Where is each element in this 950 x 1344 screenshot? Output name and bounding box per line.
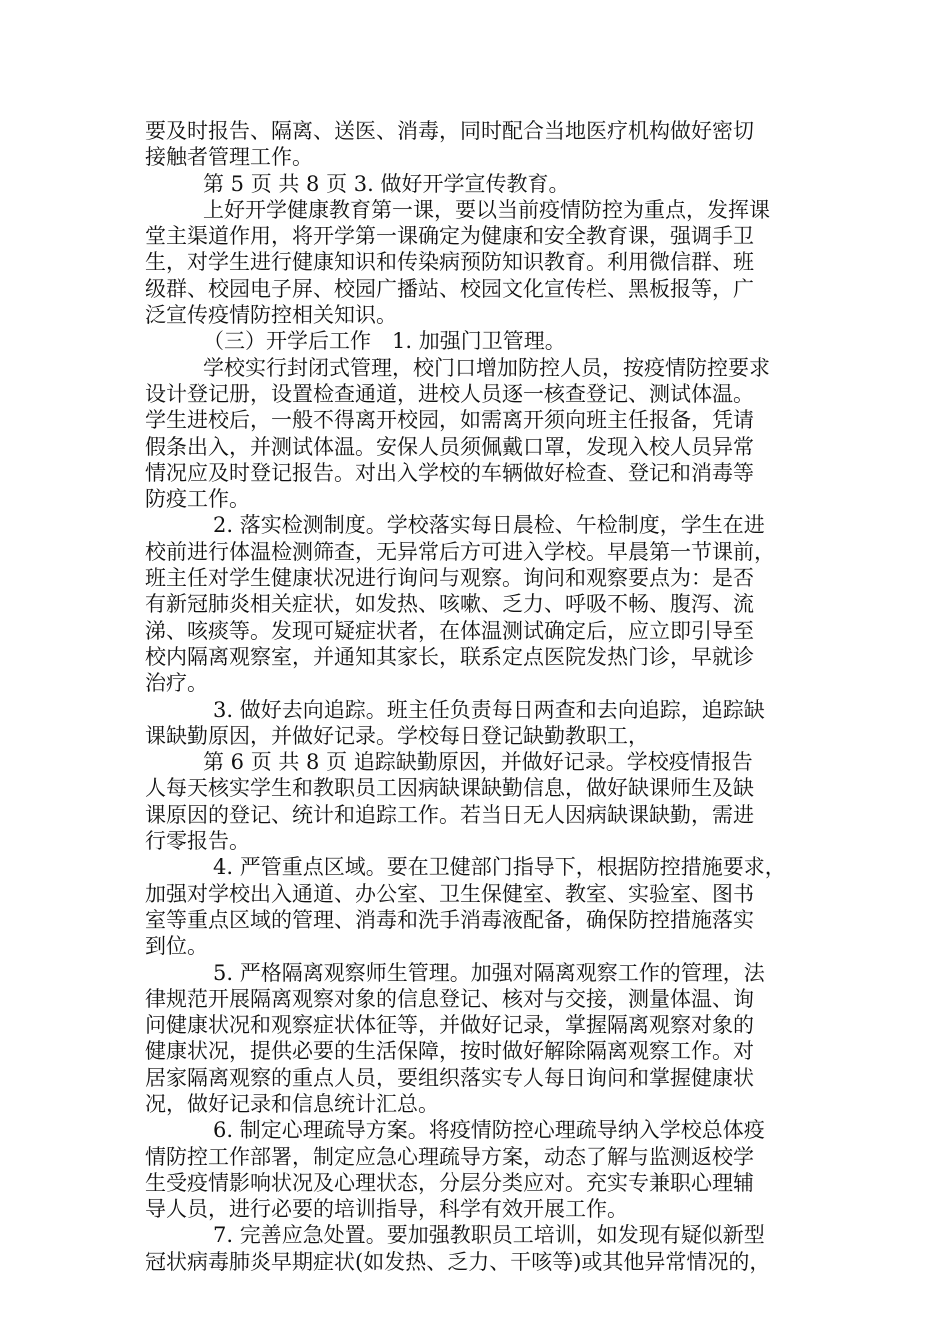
paragraph-start: 6. 制定心理疏导方案。将疫情防控心理疏导纳入学校总体疫 <box>213 1118 765 1143</box>
text-line: 课缺勤原因，并做好记录。学校每日登记缺勤教职工， <box>145 723 649 748</box>
text-line: 班主任对学生健康状况进行询问与观察。询问和观察要点为：是否 <box>145 566 754 591</box>
text-line: 治疗。 <box>145 671 208 696</box>
text-line: 级群、校园电子屏、校园广播站、校园文化宣传栏、黑板报等，广 <box>145 276 754 301</box>
text-line: 居家隔离观察的重点人员，要组织落实专人每日询问和掌握健康状 <box>145 1065 754 1090</box>
text-line: 导人员，进行必要的培训指导，科学有效开展工作。 <box>145 1197 628 1222</box>
text-line: 泛宣传疫情防控相关知识。 <box>145 303 397 328</box>
section-heading: （三）开学后工作 1. 加强门卫管理。 <box>203 329 566 354</box>
paragraph-start: 4. 严管重点区域。要在卫健部门指导下，根据防控措施要求， <box>213 855 786 880</box>
text-line: 防疫工作。 <box>145 487 250 512</box>
text-line: 况，做好记录和信息统计汇总。 <box>145 1091 439 1116</box>
text-line: 律规范开展隔离观察对象的信息登记、核对与交接，测量体温、询 <box>145 986 754 1011</box>
text-line: 行零报告。 <box>145 829 250 854</box>
paragraph-start: 7. 完善应急处置。要加强教职员工培训，如发现有疑似新型 <box>213 1223 765 1248</box>
text-line: 到位。 <box>145 934 208 959</box>
text-line: 课原因的登记、统计和追踪工作。若当日无人因病缺课缺勤，需进 <box>145 802 754 827</box>
paragraph-start: 5. 严格隔离观察师生管理。加强对隔离观察工作的管理，法 <box>213 960 765 985</box>
paragraph-start: 2. 落实检测制度。学校落实每日晨检、午检制度，学生在进 <box>213 513 765 538</box>
text-line: 人每天核实学生和教职员工因病缺课缺勤信息，做好缺课师生及缺 <box>145 776 754 801</box>
text-line: 情况应及时登记报告。对出入学校的车辆做好检查、登记和消毒等 <box>145 460 754 485</box>
text-line: 堂主渠道作用，将开学第一课确定为健康和安全教育课，强调手卫 <box>145 224 754 249</box>
text-line: 设计登记册，设置检查通道，进校人员逐一核查登记、测试体温。 <box>145 381 754 406</box>
text-line: 加强对学校出入通道、办公室、卫生保健室、教室、实验室、图书 <box>145 881 754 906</box>
body-text <box>145 118 815 1275</box>
text-line: 生，对学生进行健康知识和传染病预防知识教育。利用微信群、班 <box>145 250 754 275</box>
text-line: 健康状况，提供必要的生活保障，按时做好解除隔离观察工作。对 <box>145 1039 754 1064</box>
text-line: 冠状病毒肺炎早期症状(如发热、乏力、干咳等)或其他异常情况的， <box>145 1249 771 1274</box>
text-line: 生受疫情影响状况及心理状态，分层分类应对。充实专兼职心理辅 <box>145 1170 754 1195</box>
page-marker-line: 第 5 页 共 8 页 3. 做好开学宣传教育。 <box>203 171 570 196</box>
page-marker-line: 第 6 页 共 8 页 追踪缺勤原因，并做好记录。学校疫情报告 <box>203 750 753 775</box>
text-line: 校内隔离观察室，并通知其家长，联系定点医院发热门诊，早就诊 <box>145 644 754 669</box>
paragraph-start: 上好开学健康教育第一课，要以当前疫情防控为重点，发挥课 <box>203 197 770 222</box>
text-line: 假条出入，并测试体温。安保人员须佩戴口罩，发现入校人员异常 <box>145 434 754 459</box>
text-line: 要及时报告、隔离、送医、消毒，同时配合当地医疗机构做好密切 <box>145 119 754 143</box>
text-line: 室等重点区域的管理、消毒和洗手消毒液配备，确保防控措施落实 <box>145 907 754 932</box>
text-line: 情防控工作部署，制定应急心理疏导方案，动态了解与监测返校学 <box>145 1144 754 1169</box>
text-line: 校前进行体温检测筛查，无异常后方可进入学校。早晨第一节课前， <box>145 539 775 564</box>
text-line: 学生进校后，一般不得离开校园，如需离开须向班主任报备，凭请 <box>145 408 754 433</box>
text-line: 涕、咳痰等。发现可疑症状者，在体温测试确定后，应立即引导至 <box>145 618 754 643</box>
paragraph-start: 学校实行封闭式管理，校门口增加防控人员，按疫情防控要求 <box>203 355 770 380</box>
text-line: 问健康状况和观察症状体征等，并做好记录，掌握隔离观察对象的 <box>145 1013 754 1038</box>
text-line: 有新冠肺炎相关症状，如发热、咳嗽、乏力、呼吸不畅、腹泻、流 <box>145 592 754 617</box>
text-line: 接触者管理工作。 <box>145 145 313 170</box>
paragraph-start: 3. 做好去向追踪。班主任负责每日两查和去向追踪，追踪缺 <box>213 697 765 722</box>
